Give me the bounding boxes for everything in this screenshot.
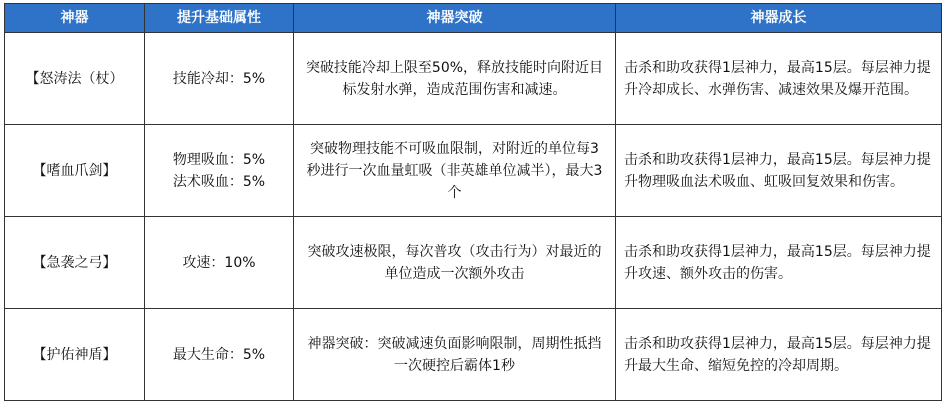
attribute-value: 最大生命：5% xyxy=(172,346,266,363)
artifact-table xyxy=(4,3,942,401)
header-artifact: 神器 xyxy=(5,4,145,33)
artifact-name: 【嗜血爪剑】 xyxy=(5,125,145,217)
artifact-breakthrough: 突破物理技能不可吸血限制，对附近的单位每3秒进行一次血量虹吸（非英雄单位减半），最大3个 xyxy=(294,125,616,217)
artifact-growth: 击杀和助攻获得1层神力，最高15层。每层神力提升最大生命、缩短免控的冷却周期。 xyxy=(616,309,942,401)
artifact-attributes xyxy=(145,33,294,125)
header-breakthrough: 神器突破 xyxy=(294,4,616,33)
table-row xyxy=(5,217,942,309)
table-row xyxy=(5,309,942,401)
artifact-attributes xyxy=(145,309,294,401)
artifact-growth: 击杀和助攻获得1层神力，最高15层。每层神力提升物理吸血法术吸血、虹吸回复效果和伤害。 xyxy=(616,125,942,217)
table-row xyxy=(5,33,942,125)
artifact-attributes xyxy=(145,217,294,309)
table-header xyxy=(5,4,942,33)
attribute-value: 攻速：10% xyxy=(182,254,256,271)
attribute-value: 物理吸血：5% xyxy=(172,151,266,168)
artifact-breakthrough: 突破技能冷却上限至50%，释放技能时向附近目标发射水弹，造成范围伤害和减速。 xyxy=(294,33,616,125)
artifact-name: 【怒涛法（杖） xyxy=(5,33,145,125)
header-base-attributes: 提升基础属性 xyxy=(145,4,294,33)
artifact-name: 【急袭之弓】 xyxy=(5,217,145,309)
table-row xyxy=(5,125,942,217)
artifact-breakthrough: 神器突破：突破减速负面影响限制，周期性抵挡一次硬控后霸体1秒 xyxy=(294,309,616,401)
table-body xyxy=(5,33,942,401)
header-row xyxy=(5,4,942,33)
attribute-value: 技能冷却：5% xyxy=(172,70,266,87)
artifact-growth: 击杀和助攻获得1层神力，最高15层。每层神力提升冷却成长、水弹伤害、减速效果及爆开范围。 xyxy=(616,33,942,125)
attribute-value: 法术吸血：5% xyxy=(172,173,266,190)
artifact-name: 【护佑神盾】 xyxy=(5,309,145,401)
artifact-growth: 击杀和助攻获得1层神力，最高15层。每层神力提升攻速、额外攻击的伤害。 xyxy=(616,217,942,309)
header-growth: 神器成长 xyxy=(616,4,942,33)
artifact-breakthrough: 突破攻速极限，每次普攻（攻击行为）对最近的单位造成一次额外攻击 xyxy=(294,217,616,309)
artifact-attributes xyxy=(145,125,294,217)
